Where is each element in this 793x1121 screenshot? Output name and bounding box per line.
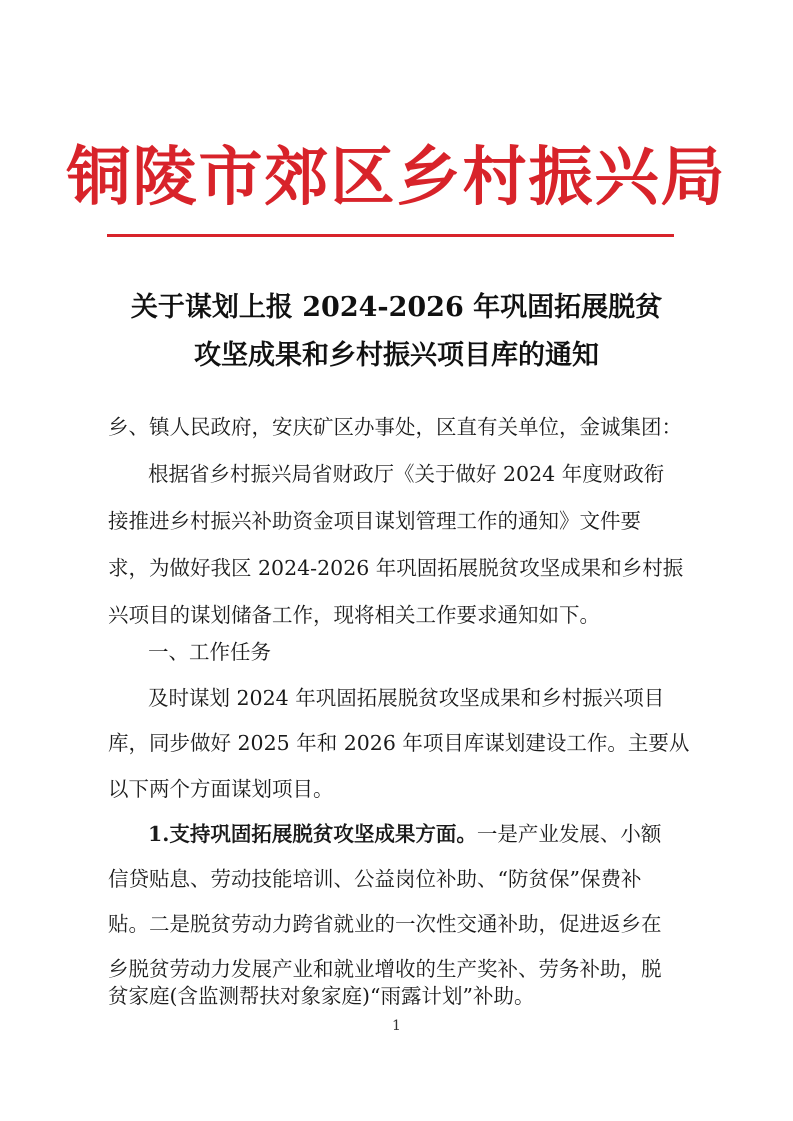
red-header-rule (107, 234, 674, 237)
item1-line-1 (148, 818, 661, 850)
item1-line-5: 贫家庭(含监测帮扶对象家庭)“雨露计划”补助。 (108, 984, 535, 1008)
paragraph1-line-2: 接推进乡村振兴补助资金项目谋划管理工作的通知》文件要 (108, 509, 641, 533)
section1-line-1: 及时谋划 2024 年巩固拓展脱贫攻坚成果和乡村振兴项目 (148, 686, 665, 710)
section1-line-3: 以下两个方面谋划项目。 (108, 777, 334, 801)
page-number: 1 (392, 1018, 401, 1034)
item1-line-1-rest: 一是产业发展、小额 (476, 822, 662, 846)
item1-line-4: 乡脱贫劳动力发展产业和就业增收的生产奖补、劳务补助，脱 (108, 957, 662, 981)
item1-line-3: 贴。二是脱贫劳动力跨省就业的一次性交通补助，促进返乡在 (108, 912, 662, 936)
section1-heading: 一、工作任务 (148, 640, 271, 664)
document-title-line-1: 关于谋划上报 2024-2026 年巩固拓展脱贫 (130, 292, 663, 323)
paragraph1-line-1: 根据省乡村振兴局省财政厅《关于做好 2024 年度财政衔 (148, 462, 665, 486)
item1-bold-lead: 1.支持巩固拓展脱贫攻坚成果方面。 (148, 822, 477, 846)
paragraph1-line-3: 求，为做好我区 2024-2026 年巩固拓展脱贫攻坚成果和乡村振 (108, 556, 684, 580)
item1-line-2: 信贷贴息、劳动技能培训、公益岗位补助、“防贫保”保费补 (108, 867, 642, 891)
document-title-line-2: 攻坚成果和乡村振兴项目库的通知 (194, 340, 599, 371)
salutation: 乡、镇人民政府，安庆矿区办事处，区直有关单位，金诚集团： (108, 415, 682, 439)
paragraph1-line-4: 兴项目的谋划储备工作，现将相关工作要求通知如下。 (108, 603, 600, 627)
section1-line-2: 库，同步做好 2025 年和 2026 年项目库谋划建设工作。主要从 (108, 731, 690, 755)
issuing-organization-header: 铜陵市郊区乡村振兴局 (66, 140, 727, 215)
